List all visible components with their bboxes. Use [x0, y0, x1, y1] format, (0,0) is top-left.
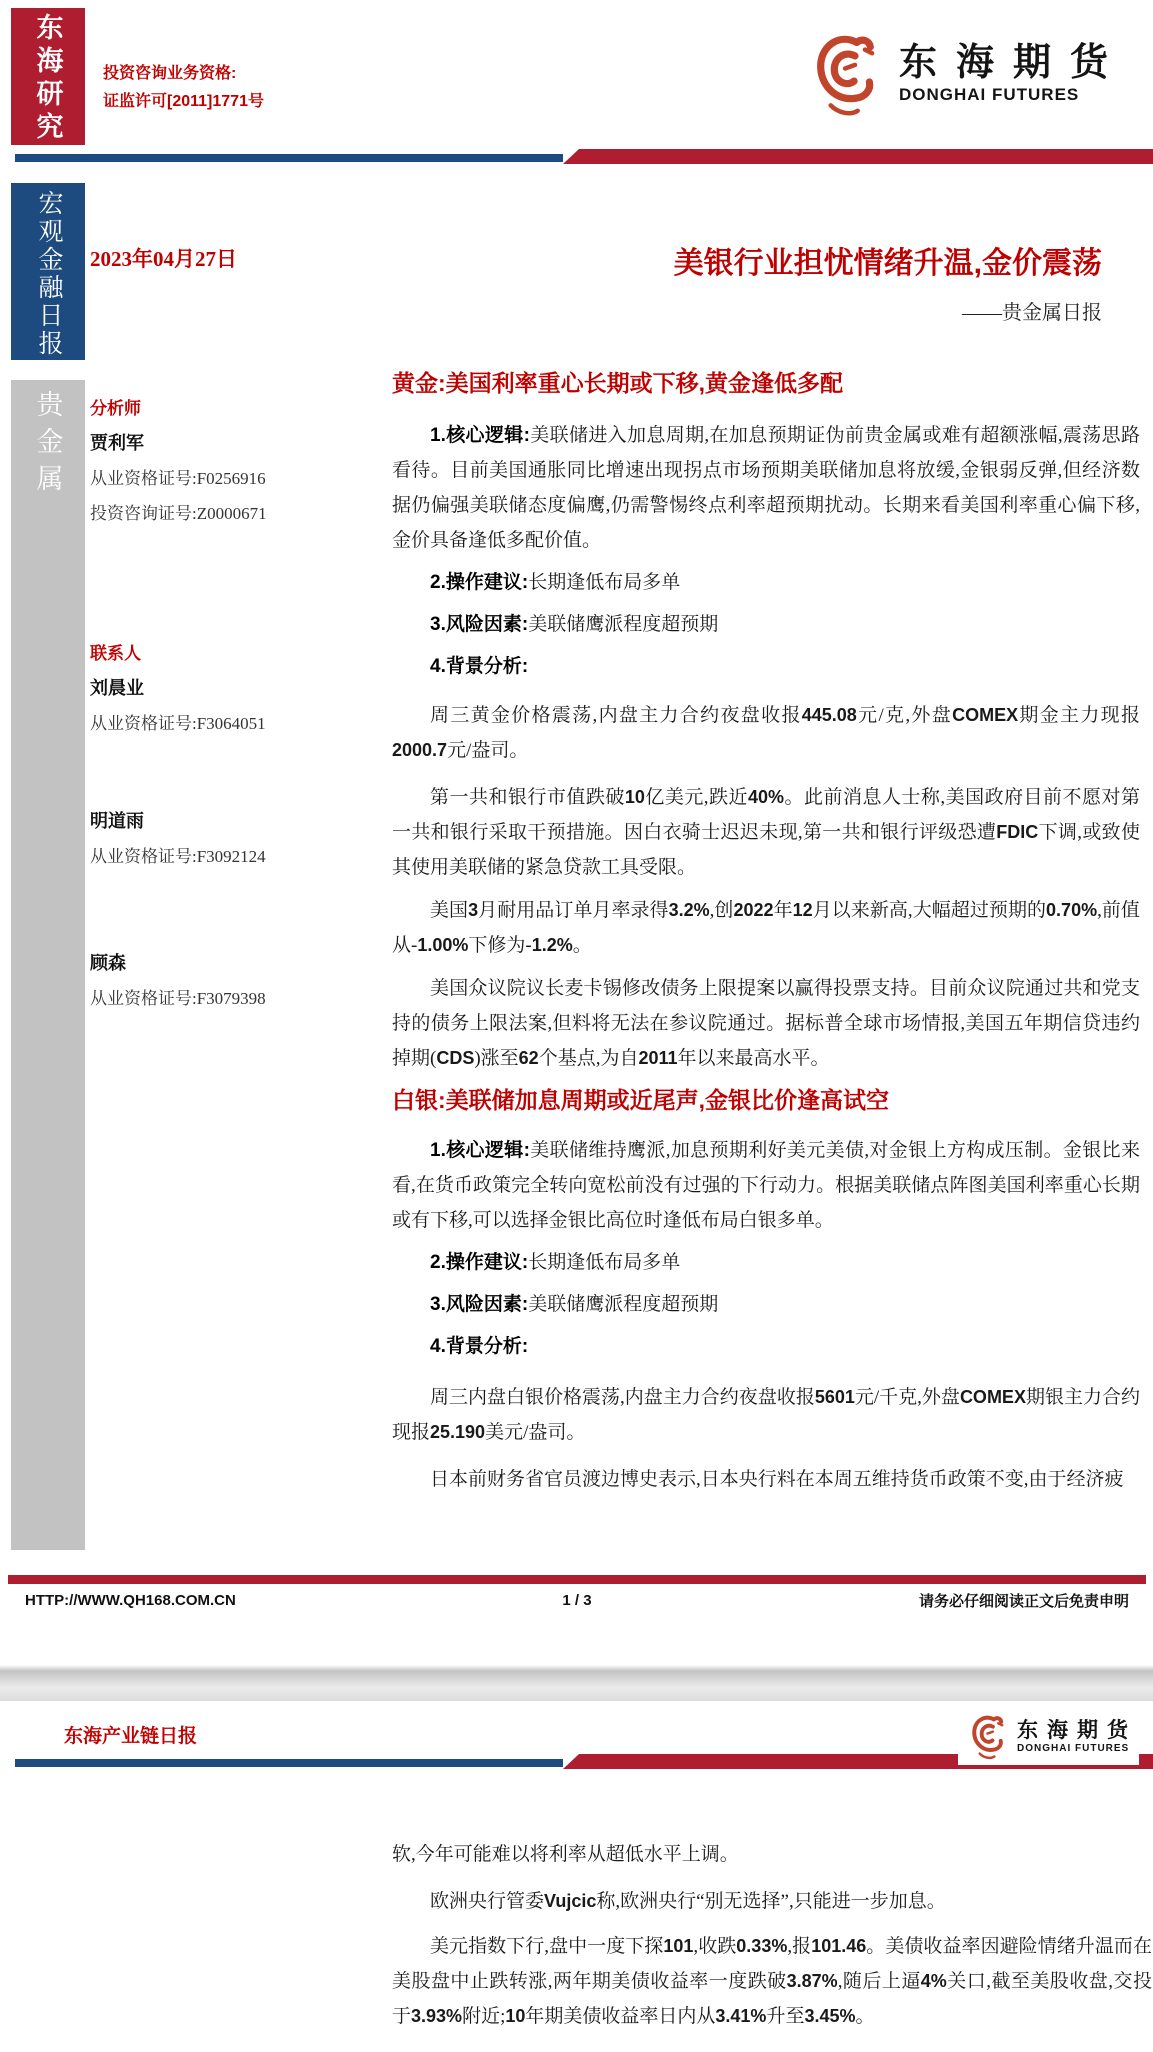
- item-label: 4.背景分析:: [430, 656, 529, 677]
- item-label: 3.风险因素:: [430, 1294, 529, 1315]
- gold-background-paragraph: 第一共和银行市值跌破10亿美元,跌近40%。此前消息人士称,美国政府目前不愿对第一共和银行采取干预措施。因白衣骑士迟迟未现,第一共和银行评级恐遭FDIC下调,或致使其使用美联储的紧急贷款工具受限。: [392, 787, 1140, 878]
- silver-section: [392, 1085, 1140, 1497]
- brand-vertical-banner: [11, 8, 85, 145]
- item-label: 2.操作建议:: [430, 572, 529, 593]
- contact-cert: 从业资格证号:F3092124: [90, 847, 266, 866]
- footer-url: HTTP://WWW.QH168.COM.CN: [25, 1592, 236, 1609]
- page2-header-title: 东海产业链日报: [64, 1726, 198, 1747]
- logo-name-en: DONGHAI FUTURES: [1017, 1743, 1130, 1754]
- body-paragraph: 美元指数下行,盘中一度下探101,收跌0.33%,报101.46。美债收益率因避险情绪升温而在美股盘中止跌转涨,两年期美债收益率一度跌破3.87%,随后上逼4%关口,截至美股收盘,交投于3.93%附近;10年期美债收益率日内从3.41%升至3.45%。: [392, 1936, 1152, 2027]
- silver-background-paragraph: 周三内盘白银价格震荡,内盘主力合约夜盘收报5601元/千克,外盘COMEX期银主力合约现报25.190美元/盎司。: [392, 1387, 1140, 1443]
- report-title: 美银行业担忧情绪升温,金价震荡: [673, 247, 1102, 280]
- gold-background-label: [392, 654, 1140, 680]
- license-text: [103, 60, 264, 116]
- category-vertical-text: 宏观金融日报: [35, 190, 62, 358]
- logo-text: [1017, 1718, 1137, 1754]
- silver-section-heading: 白银:美联储加息周期或近尾声,金银比价逢高试空: [392, 1087, 890, 1113]
- body-paragraph: 软,今年可能难以将利率从超低水平上调。: [392, 1844, 739, 1865]
- author-sidebar: [90, 395, 386, 1012]
- gold-advice: 2.操作建议:长期逢低布局多单: [430, 572, 681, 593]
- gold-section-heading: 黄金:美国利率重心长期或下移,黄金逢低多配: [392, 370, 844, 396]
- contact-name: 明道雨: [90, 811, 144, 831]
- dragon-logo-icon: [805, 28, 887, 118]
- page-footer: [25, 1590, 1129, 1611]
- item-label: 1.核心逻辑:: [430, 425, 530, 446]
- dragon-logo-icon: [966, 1711, 1010, 1761]
- gold-section: [392, 368, 1140, 1076]
- contact-cert: 从业资格证号:F3079398: [90, 989, 266, 1008]
- gold-background-paragraph: 美国众议院议长麦卡锡修改债务上限提案以赢得投票支持。目前众议院通过共和党支持的债务上限法案,但料将无法在参议院通过。据标普全球市场情报,美国五年期信贷违约掉期(CDS)涨至62个基点,为自2011年以来最高水平。: [392, 978, 1140, 1069]
- body-paragraph: 欧洲央行管委Vujcic称,欧洲央行“别无选择”,只能进一步加息。: [430, 1891, 946, 1912]
- header-divider: [15, 149, 1153, 164]
- contact-cert: 从业资格证号:F3064051: [90, 714, 266, 733]
- silver-background-label: [392, 1334, 1140, 1360]
- contact-name: 顾森: [90, 953, 126, 973]
- logo-name-cn: 东海期货: [1017, 1718, 1137, 1742]
- subcategory-vertical-text: 贵金属: [32, 390, 63, 501]
- divider-blue-segment: [15, 154, 563, 162]
- analyst-header: 分析师: [90, 399, 141, 418]
- page-2: [0, 1701, 1153, 2052]
- silver-risk: 3.风险因素:美联储鹰派程度超预期: [430, 1294, 719, 1315]
- company-logo: [958, 1707, 1139, 1765]
- logo-name-en: DONGHAI FUTURES: [898, 85, 1080, 104]
- license-line-1: 投资咨询业务资格:: [103, 65, 237, 82]
- brand-vertical-text: 东海研究: [32, 13, 63, 145]
- divider-red-segment: [563, 149, 1153, 164]
- category-vertical-banner: [11, 183, 85, 360]
- gold-core-logic: 1.核心逻辑:美联储进入加息周期,在加息预期证伪前贵金属或难有超额涨幅,震荡思路看待。目前美国通胀同比增速出现拐点市场预期美联储加息将放缓,金银弱反弹,但经济数据仍偏强美联储态度偏鹰,仍需警惕终点利率超预期扰动。长期来看美国利率重心偏下移,金价具备逢低多配价值。: [392, 425, 1140, 551]
- analyst-advisory-cert: 投资咨询证号:Z0000671: [90, 504, 267, 523]
- item-label: 4.背景分析:: [430, 1336, 529, 1357]
- item-label: 1.核心逻辑:: [430, 1140, 530, 1161]
- page2-content: [392, 1821, 1152, 2034]
- item-label: 3.风险因素:: [430, 614, 529, 635]
- contact-header: 联系人: [90, 644, 141, 663]
- license-line-2: 证监许可[2011]1771号: [103, 93, 264, 110]
- item-label: 2.操作建议:: [430, 1252, 529, 1273]
- report-date: 2023年04月27日: [90, 247, 237, 271]
- contact-name: 刘晨业: [90, 678, 144, 698]
- company-logo: [805, 28, 1127, 118]
- logo-text: [899, 41, 1127, 105]
- silver-core-logic: 1.核心逻辑:美联储维持鹰派,加息预期利好美元美债,对金银上方构成压制。金银比来看,在货币政策完全转向宽松前没有过强的下行动力。根据美联储点阵图美国利率重心长期或有下移,可以选择金银比高位时逢低布局白银多单。: [392, 1140, 1140, 1231]
- silver-background-paragraph: 日本前财务省官员渡边博史表示,日本央行料在本周五维持货币政策不变,由于经济疲: [430, 1469, 1124, 1490]
- footer-disclaimer-notice: 请务必仔细阅读正文后免责申明: [918, 1593, 1129, 1610]
- report-subtitle: ——贵金属日报: [962, 302, 1102, 324]
- logo-name-cn: 东海期货: [898, 42, 1127, 84]
- gold-risk: 3.风险因素:美联储鹰派程度超预期: [430, 614, 719, 635]
- analyst-name: 贾利军: [90, 433, 144, 453]
- gold-background-paragraph: 周三黄金价格震荡,内盘主力合约夜盘收报445.08元/克,外盘COMEX期金主力现报2000.7元/盎司。: [392, 705, 1140, 761]
- gold-background-paragraph: 美国3月耐用品订单月率录得3.2%,创2022年12月以来新高,大幅超过预期的0.70%,前值从-1.00%下修为-1.2%。: [392, 900, 1140, 956]
- footer-rule: [8, 1575, 1146, 1584]
- analyst-cert: 从业资格证号:F0256916: [90, 469, 266, 488]
- silver-advice: 2.操作建议:长期逢低布局多单: [430, 1252, 681, 1273]
- divider-blue-segment: [15, 1759, 563, 1767]
- footer-page-number: 1 / 3: [562, 1592, 592, 1609]
- subcategory-vertical-banner: [11, 380, 85, 1550]
- page-separator: [0, 1663, 1153, 1701]
